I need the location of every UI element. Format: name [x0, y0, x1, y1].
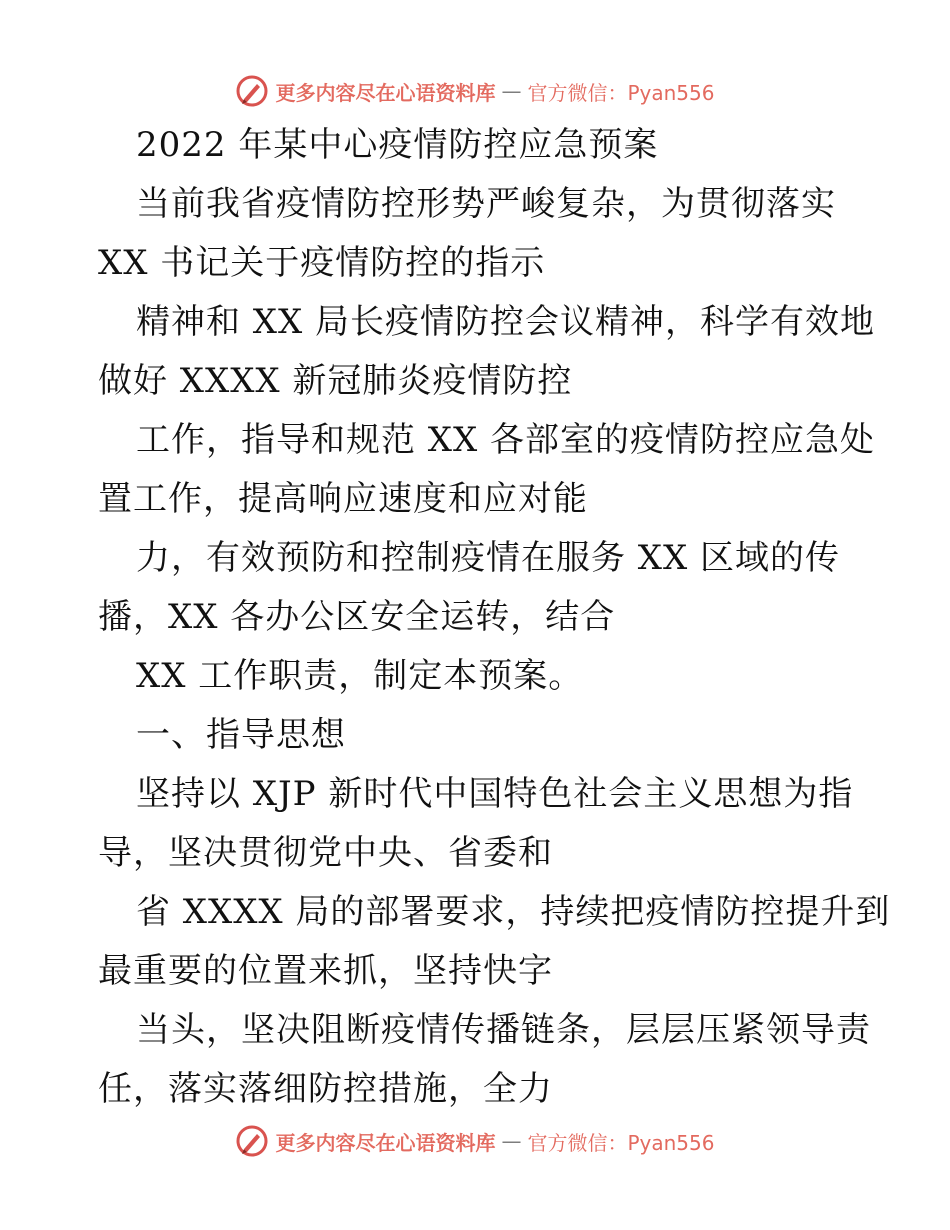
watermark-wechat-text: 官方微信：Pyan556: [527, 80, 715, 105]
paragraph-line: 当头，坚决阻断疫情传播链条，层层压紧领导责: [136, 1010, 871, 1050]
watermark-brand-text: 更多内容尽在心语资料库: [275, 80, 496, 105]
watermark-wechat-text: 官方微信：Pyan556: [527, 1130, 715, 1155]
header-watermark: [0, 71, 950, 111]
paragraph-line: 省 XXXX 局的部署要求，持续把疫情防控提升到: [136, 892, 891, 932]
paragraph-line: 导，坚决贯彻党中央、省委和: [98, 833, 553, 873]
paragraph-line: 工作，指导和规范 XX 各部室的疫情防控应急处: [136, 420, 876, 460]
document-title: 2022 年某中心疫情防控应急预案: [136, 125, 659, 165]
paragraph-line: 坚持以 XJP 新时代中国特色社会主义思想为指: [136, 774, 854, 814]
pen-logo-icon: [235, 74, 269, 108]
paragraph-line: 任，落实落细防控措施，全力: [98, 1069, 553, 1109]
watermark-separator: —: [501, 79, 522, 103]
paragraph-line: 精神和 XX 局长疫情防控会议精神，科学有效地: [136, 302, 876, 342]
paragraph-line: XX 工作职责，制定本预案。: [136, 656, 584, 696]
paragraph-line: 当前我省疫情防控形势严峻复杂，为贯彻落实: [136, 184, 836, 224]
paragraph-line: 播，XX 各办公区安全运转，结合: [98, 597, 616, 637]
paragraph-line: XX 书记关于疫情防控的指示: [98, 243, 546, 283]
watermark-separator: —: [501, 1129, 522, 1153]
section-heading: 一、指导思想: [136, 715, 346, 755]
pen-logo-icon: [235, 1124, 269, 1158]
watermark-brand-text: 更多内容尽在心语资料库: [275, 1130, 496, 1155]
paragraph-line: 做好 XXXX 新冠肺炎疫情防控: [98, 361, 573, 401]
paragraph-line: 置工作，提高响应速度和应对能: [98, 479, 588, 519]
footer-watermark: [0, 1121, 950, 1161]
paragraph-line: 最重要的位置来抓，坚持快字: [98, 951, 553, 991]
paragraph-line: 力，有效预防和控制疫情在服务 XX 区域的传: [136, 538, 841, 578]
